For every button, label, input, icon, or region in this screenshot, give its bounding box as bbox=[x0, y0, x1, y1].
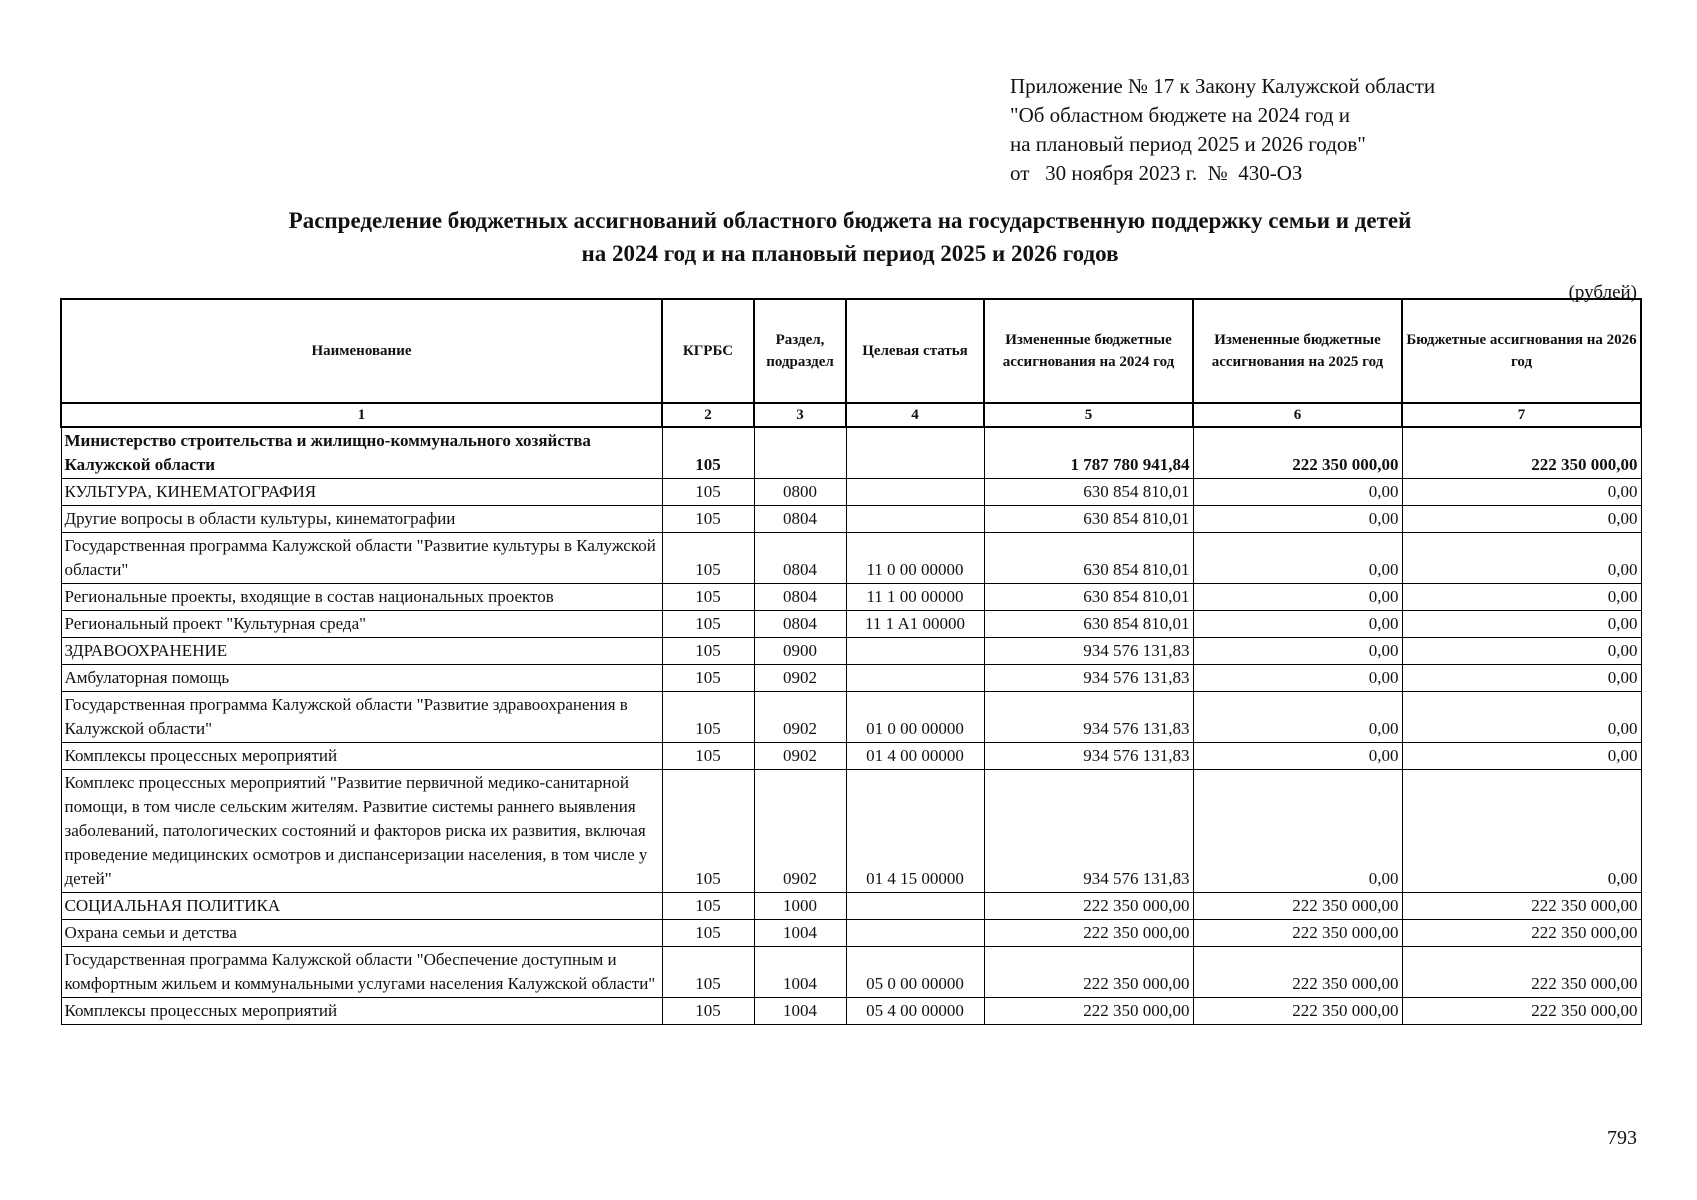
appendix-line: "Об областном бюджете на 2024 год и bbox=[1010, 103, 1351, 127]
row-target-cell: 05 0 00 00000 bbox=[846, 947, 984, 998]
table-row bbox=[61, 584, 1641, 611]
row-2026-cell: 222 350 000,00 bbox=[1402, 427, 1641, 479]
row-section-cell: 1000 bbox=[754, 893, 846, 920]
row-kgrbs-cell: 105 bbox=[662, 533, 754, 584]
row-2025-cell: 0,00 bbox=[1193, 743, 1402, 770]
row-target-cell: 11 1 00 00000 bbox=[846, 584, 984, 611]
row-section-cell bbox=[754, 427, 846, 479]
row-name-cell: Государственная программа Калужской области "Развитие культуры в Калужской области" bbox=[61, 533, 662, 584]
row-2026-cell: 0,00 bbox=[1402, 584, 1641, 611]
row-2024-cell: 1 787 780 941,84 bbox=[984, 427, 1193, 479]
appendix-note bbox=[1010, 72, 1435, 188]
row-kgrbs-cell: 105 bbox=[662, 692, 754, 743]
header-row bbox=[61, 299, 1641, 403]
row-target-cell bbox=[846, 479, 984, 506]
row-name-cell: Региональные проекты, входящие в состав национальных проектов bbox=[61, 584, 662, 611]
table-row bbox=[61, 638, 1641, 665]
row-section-cell: 0902 bbox=[754, 692, 846, 743]
row-target-cell: 11 1 A1 00000 bbox=[846, 611, 984, 638]
row-2024-cell: 934 576 131,83 bbox=[984, 665, 1193, 692]
row-kgrbs-cell: 105 bbox=[662, 947, 754, 998]
row-kgrbs-cell: 105 bbox=[662, 584, 754, 611]
row-name-cell: Комплекс процессных мероприятий "Развитие первичной медико-санитарной помощи, в том числе сельским жителям. Развитие системы раннего выявления заболеваний, патологических состояний и факторов риска их развития, включая проведение медицинских осмотров и диспансеризации населения, в том числе у детей" bbox=[61, 770, 662, 893]
row-2026-cell: 0,00 bbox=[1402, 743, 1641, 770]
row-section-cell: 0804 bbox=[754, 533, 846, 584]
col-number: 6 bbox=[1193, 403, 1402, 427]
col-header-2025: Измененные бюджетные ассигнования на 2025 год bbox=[1193, 299, 1402, 403]
row-2026-cell: 222 350 000,00 bbox=[1402, 998, 1641, 1025]
row-name-cell: Государственная программа Калужской области "Обеспечение доступным и комфортным жильем и коммунальными услугами населения Калужской области" bbox=[61, 947, 662, 998]
row-kgrbs-cell: 105 bbox=[662, 638, 754, 665]
row-name-cell: Комплексы процессных мероприятий bbox=[61, 998, 662, 1025]
col-header-kgrbs: КГРБС bbox=[662, 299, 754, 403]
row-2024-cell: 222 350 000,00 bbox=[984, 998, 1193, 1025]
col-header-2024: Измененные бюджетные ассигнования на 2024 год bbox=[984, 299, 1193, 403]
col-header-section: Раздел, подраздел bbox=[754, 299, 846, 403]
table-row bbox=[61, 692, 1641, 743]
row-kgrbs-cell: 105 bbox=[662, 770, 754, 893]
row-2024-cell: 934 576 131,83 bbox=[984, 743, 1193, 770]
row-2026-cell: 0,00 bbox=[1402, 770, 1641, 893]
row-2025-cell: 0,00 bbox=[1193, 584, 1402, 611]
row-2026-cell: 0,00 bbox=[1402, 692, 1641, 743]
row-2026-cell: 222 350 000,00 bbox=[1402, 893, 1641, 920]
table-row bbox=[61, 998, 1641, 1025]
row-section-cell: 0804 bbox=[754, 506, 846, 533]
row-name-cell: КУЛЬТУРА, КИНЕМАТОГРАФИЯ bbox=[61, 479, 662, 506]
row-2026-cell: 222 350 000,00 bbox=[1402, 947, 1641, 998]
row-name-cell: Министерство строительства и жилищно-коммунального хозяйства Калужской области bbox=[61, 427, 662, 479]
row-name-cell: Другие вопросы в области культуры, кинематографии bbox=[61, 506, 662, 533]
row-target-cell bbox=[846, 638, 984, 665]
row-kgrbs-cell: 105 bbox=[662, 427, 754, 479]
col-number: 2 bbox=[662, 403, 754, 427]
row-target-cell: 01 4 00 00000 bbox=[846, 743, 984, 770]
row-2026-cell: 0,00 bbox=[1402, 506, 1641, 533]
row-kgrbs-cell: 105 bbox=[662, 998, 754, 1025]
row-name-cell: Охрана семьи и детства bbox=[61, 920, 662, 947]
table-row bbox=[61, 893, 1641, 920]
row-2025-cell: 0,00 bbox=[1193, 638, 1402, 665]
appendix-line: от 30 ноября 2023 г. № 430-ОЗ bbox=[1010, 161, 1303, 185]
row-kgrbs-cell: 105 bbox=[662, 665, 754, 692]
row-kgrbs-cell: 105 bbox=[662, 506, 754, 533]
row-name-cell: Государственная программа Калужской области "Развитие здравоохранения в Калужской области" bbox=[61, 692, 662, 743]
row-section-cell: 0902 bbox=[754, 665, 846, 692]
row-2024-cell: 222 350 000,00 bbox=[984, 893, 1193, 920]
row-section-cell: 0902 bbox=[754, 770, 846, 893]
row-name-cell: Комплексы процессных мероприятий bbox=[61, 743, 662, 770]
row-target-cell: 05 4 00 00000 bbox=[846, 998, 984, 1025]
row-2025-cell: 222 350 000,00 bbox=[1193, 427, 1402, 479]
row-name-cell: СОЦИАЛЬНАЯ ПОЛИТИКА bbox=[61, 893, 662, 920]
row-section-cell: 1004 bbox=[754, 947, 846, 998]
row-section-cell: 0800 bbox=[754, 479, 846, 506]
row-2025-cell: 222 350 000,00 bbox=[1193, 920, 1402, 947]
document-title bbox=[60, 204, 1640, 270]
row-section-cell: 1004 bbox=[754, 920, 846, 947]
row-section-cell: 0804 bbox=[754, 611, 846, 638]
row-2025-cell: 0,00 bbox=[1193, 665, 1402, 692]
row-2025-cell: 222 350 000,00 bbox=[1193, 998, 1402, 1025]
page-number: 793 bbox=[1607, 1127, 1637, 1149]
row-2024-cell: 222 350 000,00 bbox=[984, 947, 1193, 998]
row-2025-cell: 0,00 bbox=[1193, 533, 1402, 584]
row-kgrbs-cell: 105 bbox=[662, 920, 754, 947]
row-2024-cell: 630 854 810,01 bbox=[984, 479, 1193, 506]
row-target-cell bbox=[846, 427, 984, 479]
col-number: 3 bbox=[754, 403, 846, 427]
row-2024-cell: 934 576 131,83 bbox=[984, 692, 1193, 743]
row-2026-cell: 0,00 bbox=[1402, 533, 1641, 584]
row-2024-cell: 630 854 810,01 bbox=[984, 611, 1193, 638]
appendix-line: на плановый период 2025 и 2026 годов" bbox=[1010, 132, 1366, 156]
row-2024-cell: 630 854 810,01 bbox=[984, 533, 1193, 584]
table-row bbox=[61, 506, 1641, 533]
row-2024-cell: 630 854 810,01 bbox=[984, 584, 1193, 611]
row-name-cell: Амбулаторная помощь bbox=[61, 665, 662, 692]
table-row bbox=[61, 947, 1641, 998]
row-2025-cell: 222 350 000,00 bbox=[1193, 947, 1402, 998]
col-header-name: Наименование bbox=[61, 299, 662, 403]
column-number-row bbox=[61, 403, 1641, 427]
row-2026-cell: 0,00 bbox=[1402, 638, 1641, 665]
row-target-cell bbox=[846, 893, 984, 920]
table-row bbox=[61, 665, 1641, 692]
col-number: 7 bbox=[1402, 403, 1641, 427]
row-2025-cell: 0,00 bbox=[1193, 770, 1402, 893]
budget-table bbox=[60, 298, 1642, 1025]
row-name-cell: ЗДРАВООХРАНЕНИЕ bbox=[61, 638, 662, 665]
row-2026-cell: 0,00 bbox=[1402, 479, 1641, 506]
row-2024-cell: 934 576 131,83 bbox=[984, 770, 1193, 893]
col-header-target: Целевая статья bbox=[846, 299, 984, 403]
table-row bbox=[61, 533, 1641, 584]
row-target-cell bbox=[846, 920, 984, 947]
row-kgrbs-cell: 105 bbox=[662, 479, 754, 506]
row-target-cell: 11 0 00 00000 bbox=[846, 533, 984, 584]
row-2026-cell: 0,00 bbox=[1402, 611, 1641, 638]
row-2024-cell: 630 854 810,01 bbox=[984, 506, 1193, 533]
row-section-cell: 0804 bbox=[754, 584, 846, 611]
table-row bbox=[61, 770, 1641, 893]
row-kgrbs-cell: 105 bbox=[662, 893, 754, 920]
row-kgrbs-cell: 105 bbox=[662, 611, 754, 638]
title-line-1: Распределение бюджетных ассигнований областного бюджета на государственную поддержку семьи и детей bbox=[288, 208, 1412, 233]
row-2026-cell: 0,00 bbox=[1402, 665, 1641, 692]
table-row bbox=[61, 611, 1641, 638]
table-row bbox=[61, 743, 1641, 770]
col-number: 5 bbox=[984, 403, 1193, 427]
row-target-cell bbox=[846, 665, 984, 692]
row-target-cell bbox=[846, 506, 984, 533]
row-2024-cell: 222 350 000,00 bbox=[984, 920, 1193, 947]
appendix-line: Приложение № 17 к Закону Калужской области bbox=[1010, 74, 1436, 98]
row-section-cell: 0902 bbox=[754, 743, 846, 770]
row-target-cell: 01 0 00 00000 bbox=[846, 692, 984, 743]
row-section-cell: 0900 bbox=[754, 638, 846, 665]
table-body bbox=[61, 427, 1641, 1025]
units-label: (рублей) bbox=[1568, 282, 1637, 303]
col-header-2026: Бюджетные ассигнования на 2026 год bbox=[1402, 299, 1641, 403]
row-section-cell: 1004 bbox=[754, 998, 846, 1025]
col-number: 4 bbox=[846, 403, 984, 427]
row-kgrbs-cell: 105 bbox=[662, 743, 754, 770]
row-2025-cell: 0,00 bbox=[1193, 692, 1402, 743]
row-name-cell: Региональный проект "Культурная среда" bbox=[61, 611, 662, 638]
table-row bbox=[61, 427, 1641, 479]
table-row bbox=[61, 479, 1641, 506]
row-2025-cell: 0,00 bbox=[1193, 611, 1402, 638]
row-target-cell: 01 4 15 00000 bbox=[846, 770, 984, 893]
row-2024-cell: 934 576 131,83 bbox=[984, 638, 1193, 665]
row-2025-cell: 0,00 bbox=[1193, 479, 1402, 506]
table-row bbox=[61, 920, 1641, 947]
col-number: 1 bbox=[61, 403, 662, 427]
row-2025-cell: 0,00 bbox=[1193, 506, 1402, 533]
title-line-2: на 2024 год и на плановый период 2025 и 2026 годов bbox=[581, 241, 1119, 266]
row-2025-cell: 222 350 000,00 bbox=[1193, 893, 1402, 920]
row-2026-cell: 222 350 000,00 bbox=[1402, 920, 1641, 947]
